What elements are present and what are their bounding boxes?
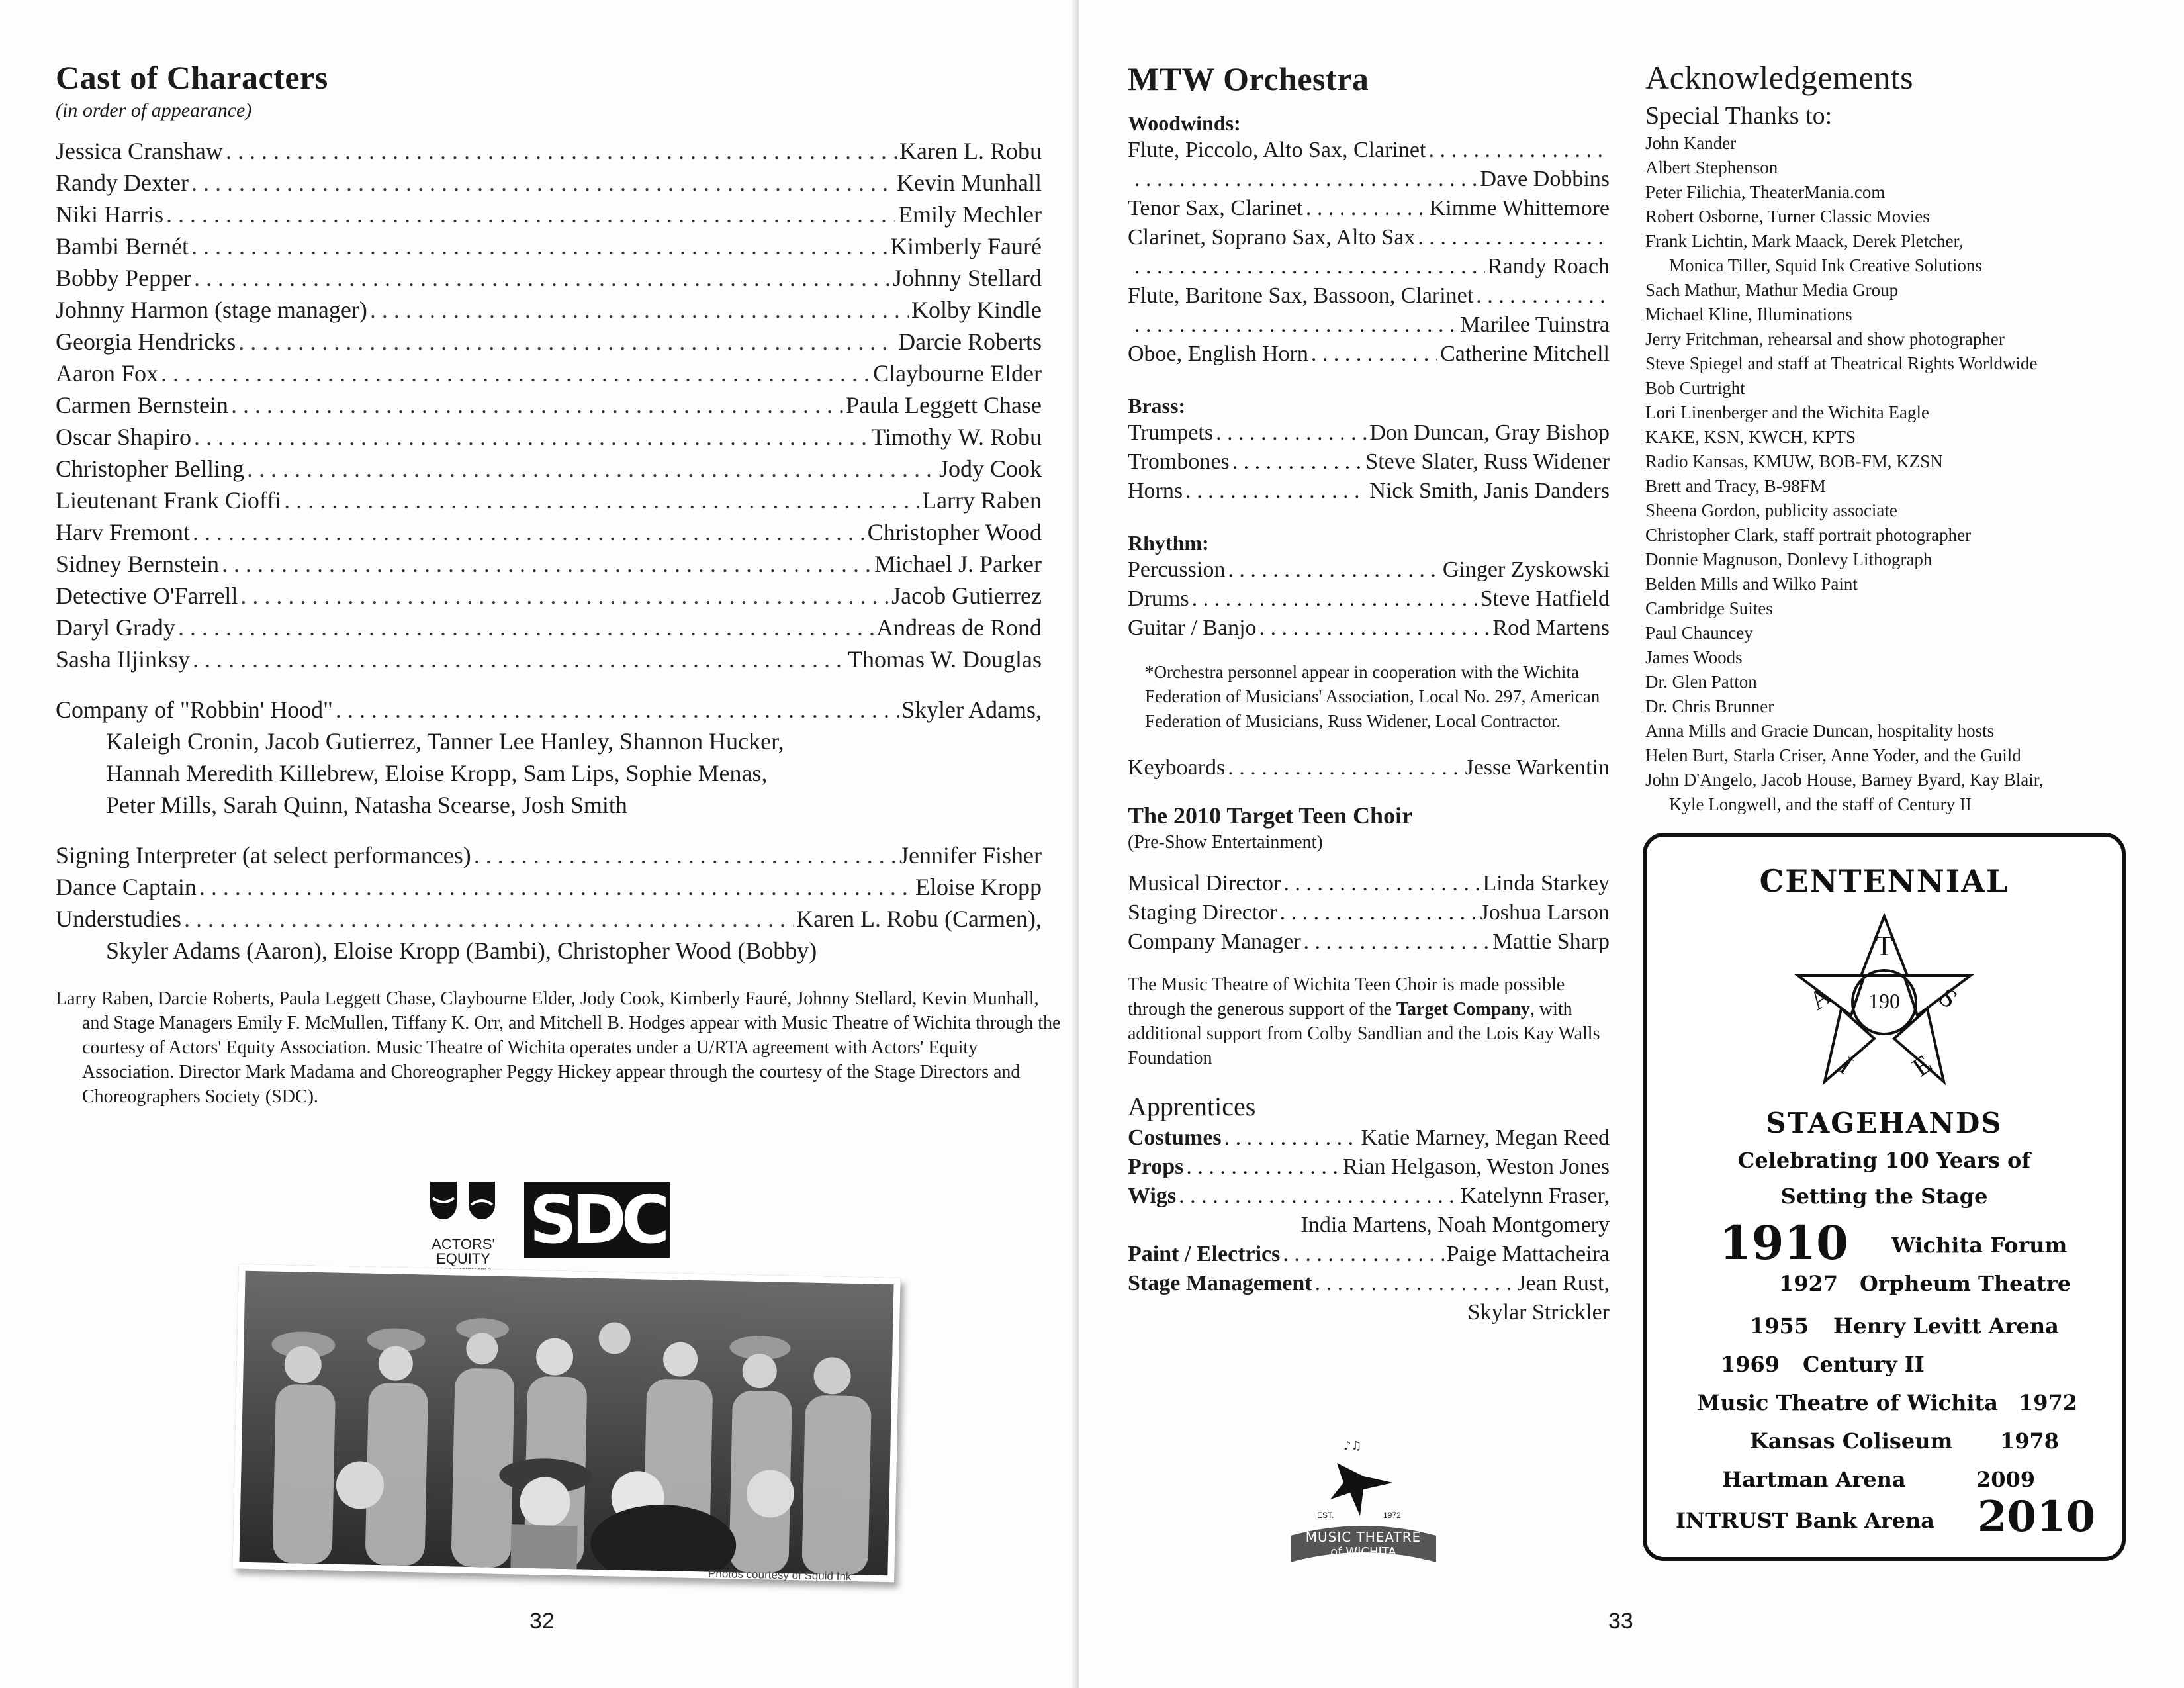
keyboards-row (1128, 753, 1610, 782)
company-line: Hannah Meredith Killebrew, Eloise Kropp, Sam Lips, Sophie Menas, (106, 760, 768, 786)
leader-dots (284, 485, 919, 516)
venue-year: 1978 (2000, 1429, 2060, 1454)
leader-dots (193, 516, 865, 548)
union-note: *Orchestra personnel appear in cooperation with the Wichita Federation of Musicians' Association, Local No. 297, American Federation of Musicians, Russ Widener, Local Contractor. (1145, 662, 1600, 731)
svg-text:♪♫: ♪♫ (1343, 1439, 1362, 1453)
role-name: Georgia Hendricks (56, 328, 236, 355)
leader-dots (1134, 165, 1478, 194)
acknowledgement-item: Radio Kansas, KMUW, BOB-FM, KZSN (1645, 451, 1943, 471)
leader-dots (1228, 753, 1462, 782)
apprentice-names-continued: India Martens, Noah Montgomery (1300, 1213, 1610, 1237)
rhythm-row (1128, 555, 1610, 585)
acknowledgement-item: KAKE, KSN, KWCH, KPTS (1645, 427, 1856, 447)
instrument: Flute, Piccolo, Alto Sax, Clarinet (1128, 138, 1426, 162)
leader-dots (1283, 869, 1480, 898)
theater-masks-icon (424, 1178, 503, 1238)
performer-name: Johnny Stellard (893, 265, 1042, 291)
leader-dots (1259, 614, 1490, 643)
company-row (56, 694, 1042, 726)
stagehands-heading: STAGEHANDS (1766, 1107, 2003, 1139)
cast-row (56, 167, 1042, 199)
venue-year: 2009 (1976, 1467, 2036, 1492)
apprentice-names: Rian Helgason, Weston Jones (1343, 1154, 1610, 1179)
brass-heading: Brass: (1128, 394, 1186, 418)
acknowledgement-item: Paul Chauncey (1645, 623, 1753, 643)
acknowledgement-item: Sach Mathur, Mathur Media Group (1645, 280, 1899, 300)
tagline: Celebrating 100 Years of (1737, 1148, 2031, 1173)
choir-note-text: , with additional support from Colby Sandlian and the Lois Kay Walls Foundation (1128, 999, 1600, 1068)
acknowledgement-item: Jerry Fritchman, rehearsal and show photographer (1645, 329, 2005, 349)
cast-list (56, 135, 1042, 675)
actors-equity-logo (424, 1178, 503, 1271)
acknowledgement-item: Bob Curtright (1645, 378, 1745, 398)
apprentice-names-continued: Skylar Strickler (1467, 1300, 1610, 1325)
venue-year: 1969 (1721, 1352, 1780, 1377)
cast-row (56, 643, 1042, 675)
acknowledgement-item: Brett and Tracy, B-98FM (1645, 476, 1826, 496)
leader-dots (240, 580, 889, 612)
brass-list (1128, 418, 1610, 506)
apprentice-row (1128, 1182, 1610, 1211)
seal-letter: S (1933, 981, 1964, 1015)
cast-row (56, 516, 1042, 548)
sdc-logo: SDC (524, 1182, 670, 1258)
company-role: Company of "Robbin' Hood" (56, 696, 333, 723)
acknowledgement-item: Kyle Longwell, and the staff of Century II (1669, 794, 1972, 814)
apprentice-row (1128, 1123, 1610, 1152)
cast-row (56, 135, 1042, 167)
performer-name: Emily Mechler (898, 201, 1042, 228)
leader-dots (199, 871, 913, 903)
company-line: Peter Mills, Sarah Quinn, Natasha Scearse, Josh Smith (106, 792, 627, 818)
choir-row (1128, 898, 1610, 927)
role-name: Percussion (1128, 557, 1226, 582)
acknowledgement-item: John Kander (1645, 133, 1737, 153)
performer-name: Joshua Larson (1480, 900, 1610, 925)
venue-name: Hartman Arena (1722, 1467, 1906, 1492)
leader-dots (1283, 1240, 1443, 1269)
leader-dots (1134, 252, 1485, 281)
equity-note: Larry Raben, Darcie Roberts, Paula Leggett Chase, Claybourne Elder, Jody Cook, Kimberly Fauré, Johnny Stellard, Kevin Munhall, and Stage Managers Emily F. McMullen, Tiffany K. Orr, and Mitchell B. Hodges appear with Music Theatre of Wichita through the courtesy of Actors' Equity Association. Music Theatre of Wichita operates under a U/RTA agreement with Actors' Equity Association. Director Mark Madama and Choreographer Peggy Hickey appear through the courtesy of the Stage Directors and Choreographers Society (SDC). (56, 988, 1061, 1107)
choir-note (1128, 972, 1610, 1070)
credit-row (56, 903, 1042, 935)
cast-row (56, 612, 1042, 643)
cast-row (56, 389, 1042, 421)
role-name: Christopher Belling (56, 455, 244, 482)
leader-dots (1186, 1152, 1340, 1182)
performer-name: Paula Leggett Chase (846, 392, 1042, 418)
choir-title: The 2010 Target Teen Choir (1128, 802, 1413, 829)
mtw-logo-est: EST. (1317, 1511, 1334, 1520)
page-number-left: 32 (529, 1609, 555, 1634)
mtw-logo (1277, 1436, 1449, 1569)
woodwind-row (1128, 194, 1610, 223)
cast-row (56, 548, 1042, 580)
performer-name: Kolby Kindle (911, 297, 1042, 323)
instrument: Clarinet, Soprano Sax, Alto Sax (1128, 225, 1416, 250)
role-name: Harv Fremont (56, 519, 190, 545)
seal-number: 190 (1868, 989, 1900, 1013)
mtw-logo-city: of WICHITA (1330, 1545, 1396, 1559)
department: Stage Management (1128, 1271, 1312, 1295)
performer-name: Linda Starkey (1482, 871, 1610, 896)
role-name: Company Manager (1128, 929, 1301, 954)
cast-row (56, 453, 1042, 485)
credit-row (56, 839, 1042, 871)
role-name: Staging Director (1128, 900, 1277, 925)
woodwind-row (1128, 223, 1610, 252)
performer-name: Rod Martens (1492, 616, 1610, 640)
performer-name: Andreas de Rond (876, 614, 1042, 641)
apprentice-names: Katie Marney, Megan Reed (1361, 1125, 1610, 1150)
performer-name: Larry Raben (922, 487, 1042, 514)
performer-name: Claybourne Elder (873, 360, 1042, 387)
acknowledgement-item: Cambridge Suites (1645, 598, 1773, 618)
leader-dots (1224, 1123, 1359, 1152)
cast-row (56, 357, 1042, 389)
performer-name: Kimberly Fauré (890, 233, 1042, 259)
apprentice-row (1128, 1152, 1610, 1182)
acknowledgement-item: Michael Kline, Illuminations (1645, 305, 1852, 324)
cast-photo-graphic (240, 1271, 894, 1575)
leader-dots (1134, 310, 1457, 340)
understudies-continued: Skyler Adams (Aaron), Eloise Kropp (Bambi), Christopher Wood (Bobby) (106, 937, 817, 964)
apprentice-names: Katelynn Fraser, (1460, 1184, 1610, 1208)
acknowledgement-item: Anna Mills and Gracie Duncan, hospitality hosts (1645, 721, 1995, 741)
acknowledgement-item: Frank Lichtin, Mark Maack, Derek Pletcher, (1645, 231, 1964, 251)
apprentice-row (1128, 1269, 1610, 1298)
woodwind-row-continued (1128, 165, 1610, 194)
apprentices-list (1128, 1123, 1610, 1327)
leader-dots (226, 135, 897, 167)
centennial-ad (1643, 833, 2126, 1561)
venue-name: Wichita Forum (1891, 1233, 2068, 1258)
player: Jesse Warkentin (1465, 755, 1610, 780)
role-name: Johnny Harmon (stage manager) (56, 297, 367, 323)
equity-logo-line: EQUITY (436, 1250, 490, 1267)
venue-name: Orpheum Theatre (1860, 1271, 2071, 1296)
leader-dots (336, 694, 899, 726)
leader-dots (191, 167, 894, 199)
role-name: Trumpets (1128, 420, 1214, 445)
performer-name: Jacob Gutierrez (891, 583, 1042, 609)
role-name: Sidney Bernstein (56, 551, 219, 577)
department: Paint / Electrics (1128, 1242, 1281, 1266)
role-name: Randy Dexter (56, 169, 189, 196)
role-name: Daryl Grady (56, 614, 175, 641)
role-name: Understudies (56, 906, 181, 932)
photo-credit: Photos courtesy of Squid Ink (707, 1567, 852, 1583)
seal-letter: I (1834, 1051, 1859, 1080)
venue-name: Henry Levitt Arena (1833, 1313, 2059, 1338)
leader-dots (222, 548, 872, 580)
role-name: Drums (1128, 586, 1189, 611)
acknowledgement-item: Peter Filichia, TheaterMania.com (1645, 182, 1886, 202)
performer-name: Christopher Wood (867, 519, 1042, 545)
performer-name: Thomas W. Douglas (848, 646, 1042, 673)
choir-note-sponsor: Target Company (1396, 999, 1530, 1019)
cast-row (56, 294, 1042, 326)
rhythm-row (1128, 614, 1610, 643)
role-name: Lieutenant Frank Cioffi (56, 487, 282, 514)
performer-name: Don Duncan, Gray Bishop (1369, 420, 1610, 445)
seal-letter: E (1907, 1049, 1937, 1082)
leader-dots (166, 199, 895, 230)
leader-dots (1185, 477, 1367, 506)
leader-dots (1228, 555, 1440, 585)
player: Randy Roach (1487, 254, 1610, 279)
leader-dots (193, 643, 845, 675)
leader-dots (1179, 1182, 1458, 1211)
role-name: Dance Captain (56, 874, 197, 900)
tagline: Setting the Stage (1780, 1184, 1988, 1209)
left-page (0, 0, 1079, 1688)
cast-title: Cast of Characters (56, 59, 328, 96)
rhythm-list (1128, 555, 1610, 643)
leader-dots (1304, 927, 1490, 957)
orchestra-column (1128, 60, 1610, 1327)
performer-name: Jennifer Fisher (899, 842, 1042, 868)
page-number-right: 33 (1608, 1609, 1633, 1634)
special-thanks: Special Thanks to: (1645, 102, 1833, 130)
instrument: Keyboards (1128, 755, 1226, 780)
venue-year: 1972 (2019, 1390, 2078, 1415)
role-name: Jessica Cranshaw (56, 138, 223, 164)
cast-row (56, 230, 1042, 262)
leader-dots (161, 357, 870, 389)
acknowledgement-item: Albert Stephenson (1645, 158, 1778, 177)
mtw-logo-name: MUSIC THEATRE (1305, 1529, 1422, 1545)
right-page (1079, 0, 2184, 1688)
leader-dots (1192, 585, 1478, 614)
apprentice-row (1128, 1240, 1610, 1269)
performer-name: Timothy W. Robu (871, 424, 1042, 450)
leader-dots (194, 262, 890, 294)
woodwind-row (1128, 136, 1610, 165)
acknowledgement-item: Lori Linenberger and the Wichita Eagle (1645, 402, 1929, 422)
company-first: Skyler Adams, (901, 696, 1042, 723)
acknowledgements-title: Acknowledgements (1645, 59, 1914, 96)
brass-row (1128, 418, 1610, 447)
acknowledgements-list (1645, 131, 2135, 817)
acknowledgement-item: Steve Spiegel and staff at Theatrical Rights Worldwide (1645, 353, 2038, 373)
apprentice-names: Jean Rust, (1517, 1271, 1610, 1295)
role-name: Sasha Iljinksy (56, 646, 190, 673)
leader-dots (1216, 418, 1367, 447)
department: Wigs (1128, 1184, 1177, 1208)
venue-year: 1955 (1750, 1313, 1809, 1338)
choir-list (1128, 869, 1610, 957)
role-name: Aaron Fox (56, 360, 158, 387)
leader-dots (184, 903, 794, 935)
choir-row (1128, 869, 1610, 898)
performer-name: Darcie Roberts (898, 328, 1042, 355)
choir-row (1128, 927, 1610, 957)
woodwinds-list (1128, 136, 1610, 369)
leader-dots (1476, 281, 1607, 310)
leader-dots (1306, 194, 1427, 223)
seal-letter: T (1876, 931, 1893, 962)
centennial-heading: CENTENNIAL (1759, 863, 2009, 899)
player: Marilee Tuinstra (1460, 312, 1610, 337)
orchestra-title: MTW Orchestra (1128, 60, 1369, 97)
performer-name: Steve Slater, Russ Widener (1365, 449, 1610, 474)
acknowledgement-item: Dr. Glen Patton (1645, 672, 1757, 692)
performer-name: Jody Cook (938, 455, 1042, 482)
performer-name: Karen L. Robu (899, 138, 1042, 164)
performer-name: Mattie Sharp (1492, 929, 1610, 954)
leader-dots (247, 453, 936, 485)
department: Props (1128, 1154, 1184, 1179)
choir-subtitle: (Pre-Show Entertainment) (1128, 832, 1323, 853)
leader-dots (194, 421, 868, 453)
venue-year: 2010 (1978, 1492, 2096, 1542)
performer-name: Kimme Whittemore (1429, 196, 1610, 220)
leader-dots (191, 230, 887, 262)
venue-name: Century II (1803, 1352, 1925, 1377)
venue-name: Kansas Coliseum (1750, 1429, 1953, 1454)
mtw-logo-year: 1972 (1383, 1511, 1401, 1520)
role-name: Horns (1128, 479, 1183, 503)
leader-dots (370, 294, 909, 326)
performer-name: Eloise Kropp (915, 874, 1042, 900)
acknowledgement-item: James Woods (1645, 647, 1743, 667)
performer-name: Ginger Zyskowski (1442, 557, 1610, 582)
woodwind-row-continued (1128, 252, 1610, 281)
apprentice-names: Paige Mattacheira (1446, 1242, 1610, 1266)
acknowledgement-item: Christopher Clark, staff portrait photographer (1645, 525, 1972, 545)
leader-dots (1418, 223, 1607, 252)
player: Dave Dobbins (1480, 167, 1610, 191)
acknowledgement-item: Dr. Chris Brunner (1645, 696, 1774, 716)
performer-name: Nick Smith, Janis Danders (1369, 479, 1610, 503)
acknowledgement-item: John D'Angelo, Jacob House, Barney Byard, Kay Blair, (1645, 770, 2044, 790)
role-name: Niki Harris (56, 201, 163, 228)
woodwind-row (1128, 281, 1610, 310)
brass-row (1128, 477, 1610, 506)
cast-row (56, 421, 1042, 453)
rhythm-heading: Rhythm: (1128, 531, 1209, 555)
performer-name: Catherine Mitchell (1440, 342, 1610, 366)
instrument: Flute, Baritone Sax, Bassoon, Clarinet (1128, 283, 1474, 308)
cast-row (56, 580, 1042, 612)
credit-row (56, 871, 1042, 903)
acknowledgement-item: Monica Tiller, Squid Ink Creative Solutions (1669, 256, 1982, 275)
role-name: Signing Interpreter (at select performances) (56, 842, 471, 868)
rhythm-row (1128, 585, 1610, 614)
leader-dots (238, 326, 895, 357)
acknowledgements-column (1645, 58, 2135, 817)
role-name: Carmen Bernstein (56, 392, 228, 418)
performer-name: Steve Hatfield (1480, 586, 1610, 611)
role-name: Tenor Sax, Clarinet (1128, 196, 1303, 220)
cast-row (56, 199, 1042, 230)
performer-name: Michael J. Parker (874, 551, 1042, 577)
role-name: Detective O'Farrell (56, 583, 238, 609)
equity-logo-line: ACTORS' (432, 1236, 495, 1252)
department: Costumes (1128, 1125, 1222, 1150)
company-line: Kaleigh Cronin, Jacob Gutierrez, Tanner Lee Hanley, Shannon Hucker, (106, 728, 784, 755)
cast-row (56, 485, 1042, 516)
brass-row (1128, 447, 1610, 477)
woodwinds-heading: Woodwinds: (1128, 111, 1241, 135)
cast-column (56, 58, 1061, 1109)
production-photo (232, 1264, 900, 1583)
leader-dots (178, 612, 874, 643)
apprentices-title: Apprentices (1128, 1092, 1256, 1121)
woodwind-row (1128, 340, 1610, 369)
leader-dots (1280, 898, 1478, 927)
cast-row (56, 326, 1042, 357)
cast-subtitle: (in order of appearance) (56, 99, 252, 121)
leader-dots (1315, 1269, 1515, 1298)
woodwind-row-continued (1128, 310, 1610, 340)
cast-row (56, 262, 1042, 294)
leader-dots (1232, 447, 1363, 477)
performer-name: Kevin Munhall (897, 169, 1042, 196)
role-name: Bobby Pepper (56, 265, 191, 291)
role-name: Oscar Shapiro (56, 424, 191, 450)
leader-dots (1311, 340, 1437, 369)
role-name: Bambi Bernét (56, 233, 189, 259)
leader-dots (231, 389, 843, 421)
leader-dots (474, 839, 897, 871)
choir-note-text: The Music Theatre of Wichita Teen Choir is made possible through the generous support of the (1128, 974, 1565, 1019)
seal-letter: A (1803, 980, 1837, 1016)
role-name: Musical Director (1128, 871, 1281, 896)
venue-name: INTRUST Bank Arena (1676, 1508, 1934, 1533)
acknowledgement-item: Belden Mills and Wilko Paint (1645, 574, 1858, 594)
acknowledgement-item: Helen Burt, Starla Criser, Anne Yoder, and the Guild (1645, 745, 2021, 765)
role-name: Trombones (1128, 449, 1230, 474)
leader-dots (1428, 136, 1607, 165)
venue-year: 1927 (1779, 1271, 1839, 1296)
performer-name: Karen L. Robu (Carmen), (796, 906, 1042, 932)
acknowledgement-item: Robert Osborne, Turner Classic Movies (1645, 207, 1930, 226)
acknowledgement-item: Donnie Magnuson, Donlevy Lithograph (1645, 549, 1933, 569)
role-name: Guitar / Banjo (1128, 616, 1257, 640)
extras-list (56, 839, 1042, 935)
venue-year: 1910 (1719, 1215, 1848, 1270)
venue-name: Music Theatre of Wichita (1697, 1390, 1998, 1415)
acknowledgement-item: Sheena Gordon, publicity associate (1645, 500, 1897, 520)
role-name: Oboe, English Horn (1128, 342, 1308, 366)
